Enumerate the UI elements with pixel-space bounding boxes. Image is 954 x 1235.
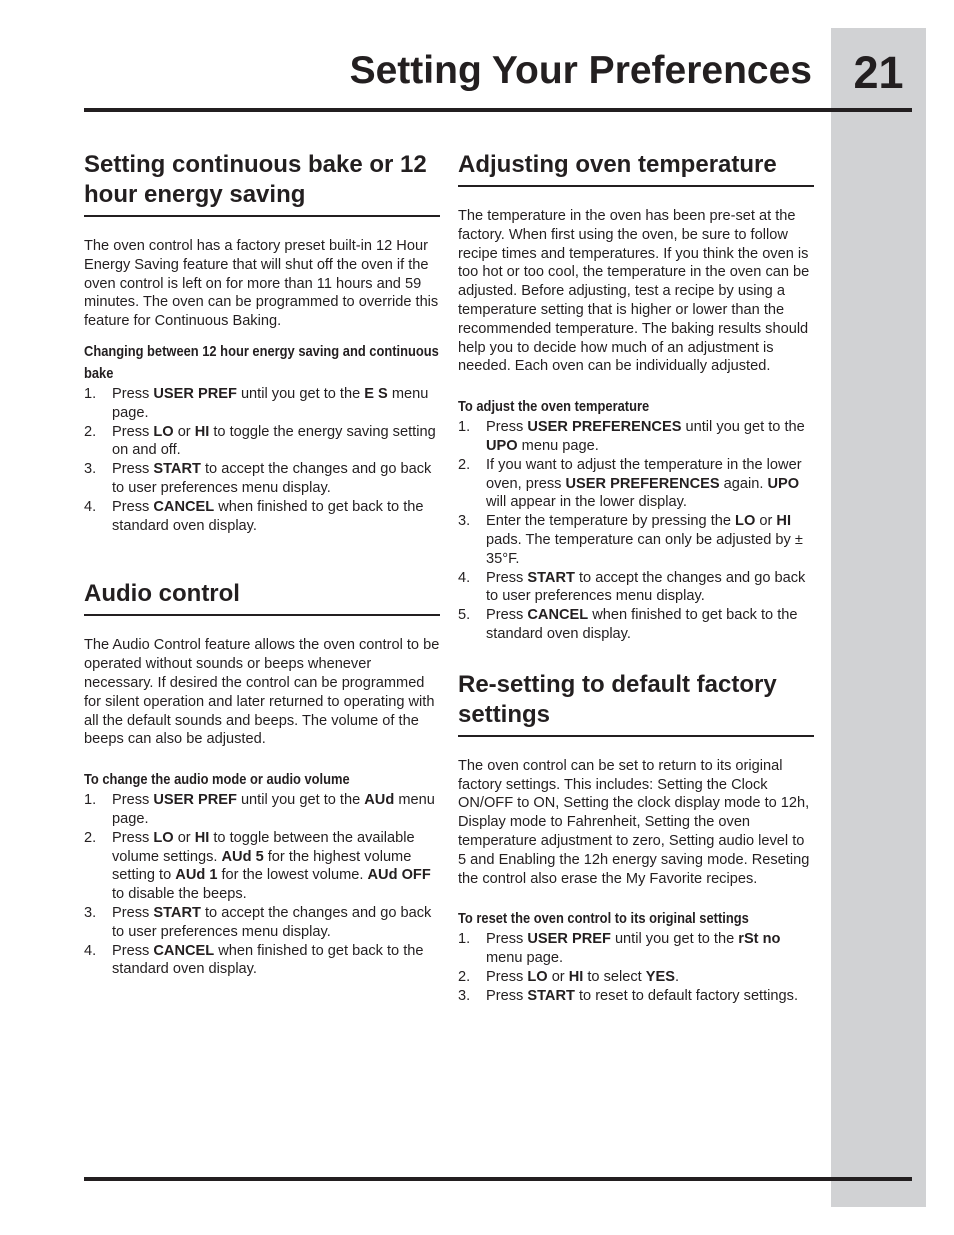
adjust-temperature-body: The temperature in the oven has been pre-set at the factory. When first using the oven, be sure to follow recipe times and temperatures. If you think the oven is too hot or too cool, the temperature in the oven can be adjusted. Before adjusting, test a recipe by using a temperature setting that is higher or lower than the recommended temperature. The baking results should help you to decide how much of an adjustment is needed. Each oven can be individually adjusted. [458,208,810,375]
list-item: 3. Press START to accept the changes and go back to user preferences menu display. [84,904,432,940]
list-item: 2. If you want to adjust the temperature in the lower oven, press USER PREFERENCES again. UPO will appear in the lower display. [458,456,802,511]
list-item: 2. Press LO or HI to select YES. [458,968,680,985]
bottom-divider [84,1177,912,1181]
left-column [84,150,440,979]
audio-control-heading: Audio control [84,579,440,616]
reset-defaults-section [458,670,814,1006]
page-sidebar [831,28,926,1207]
adjust-temperature-section [458,150,814,644]
reset-defaults-steps [458,930,814,1005]
list-item: 5. Press CANCEL when finished to get back to the standard oven display. [458,607,798,642]
continuous-bake-body: The oven control has a factory preset built-in 12 Hour Energy Saving feature that will shut off the oven if the oven control is left on for more than 11 hours and 59 minutes. The oven can be programmed to override this feature for Continuous Baking. [84,238,439,330]
list-item: 4. Press CANCEL when finished to get back to the standard oven display. [84,498,424,534]
list-item: 2. Press LO or HI to toggle the energy saving setting on and off. [84,423,436,459]
list-item: 1. Press USER PREF until you get to the rSt no menu page. [458,931,781,967]
list-item: 1. Press USER PREF until you get to the E S menu page. [84,385,429,421]
continuous-bake-heading: Setting continuous bake or 12 hour energy saving [84,150,440,217]
list-item: 3. Press START to accept the changes and go back to user preferences menu display. [84,461,432,496]
adjust-temperature-steps [458,418,814,644]
continuous-bake-section [84,150,440,535]
page-number: 21 [853,47,904,98]
reset-defaults-body: The oven control can be set to return to its original factory settings. This includes: Setting the Clock ON/OFF to ON, Setting the clock display mode to 12h, Display mode to Fahrenheit, Setting the oven temperature adjustment to zero, Setting audio level to 5 and Enabling the 12h energy saving mode. Reseting the control also erase the My Favorite recipes. [458,757,810,887]
audio-control-body: The Audio Control feature allows the oven control to be operated without sounds or beeps whenever necessary. If desired the control can be programmed for silent operation and later returned to operating with all the default sounds and beeps. The volume of the beeps can also be adjusted. [84,637,440,748]
list-item: 1. Press USER PREF until you get to the AUd menu page. [84,792,435,827]
list-item: 3. Press START to reset to default factory settings. [458,987,798,1004]
reset-defaults-subheading: To reset the oven control to its original settings [458,910,749,928]
audio-control-section [84,579,440,979]
list-item: 3. Enter the temperature by pressing the LO or HI pads. The temperature can only be adjusted by ± 35°F. [458,513,803,567]
audio-control-steps [84,791,440,979]
adjust-temperature-heading: Adjusting oven temperature [458,150,814,187]
top-divider [84,108,912,112]
list-item: 1. Press USER PREFERENCES until you get to the UPO menu page. [458,419,805,454]
right-column [458,150,814,1006]
adjust-temperature-subheading: To adjust the oven temperature [458,398,650,416]
audio-control-subheading: To change the audio mode or audio volume [84,771,350,789]
page-title: Setting Your Preferences [349,49,812,92]
continuous-bake-steps [84,385,440,535]
list-item: 4. Press START to accept the changes and go back to user preferences menu display. [458,569,806,605]
reset-defaults-heading: Re-setting to default factory settings [458,670,814,737]
continuous-bake-subheading: Changing between 12 hour energy saving and continuous bake [84,342,439,382]
list-item: 2. Press LO or HI to toggle between the available volume settings. AUd 5 for the highest volume setting to AUd 1 for the lowest volume. AUd OFF to disable the beeps. [84,829,431,903]
list-item: 4. Press CANCEL when finished to get back to the standard oven display. [84,942,424,978]
